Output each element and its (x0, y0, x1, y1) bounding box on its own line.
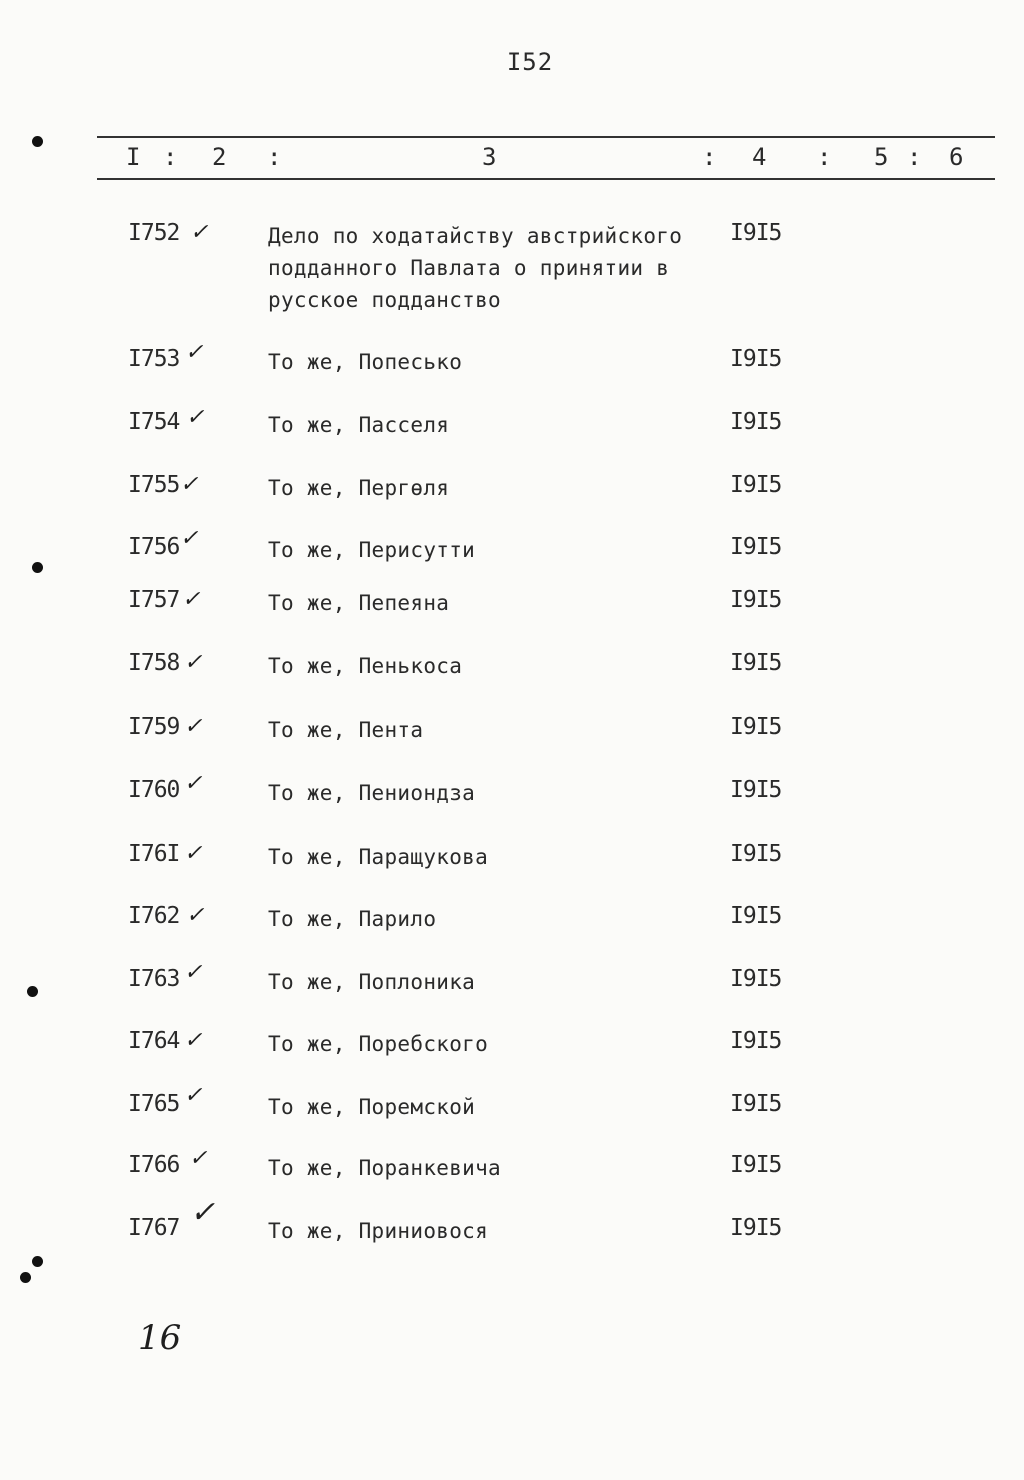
case-number: I764 (128, 1028, 180, 1054)
column-header-2: 2 (212, 143, 227, 171)
column-separator: : (702, 143, 717, 171)
check-mark-icon: ✓ (184, 771, 203, 796)
case-year: I9I5 (730, 1028, 782, 1054)
check-mark-icon: ✓ (185, 340, 204, 365)
case-number: I767 (128, 1215, 180, 1241)
check-mark-icon: ✓ (189, 1146, 208, 1171)
check-mark-icon: ✓ (184, 714, 203, 739)
header-rule-bottom (97, 178, 995, 180)
case-number: I755 (128, 472, 180, 498)
case-number: I759 (128, 714, 180, 740)
case-description: То же, Пасселя (268, 413, 450, 437)
punch-hole-icon (32, 1256, 43, 1267)
check-mark-icon: ✓ (186, 405, 205, 430)
page-number: I52 (506, 48, 554, 76)
case-number: I766 (128, 1152, 180, 1178)
case-year: I9I5 (730, 534, 782, 560)
check-mark-icon: ✓ (190, 220, 209, 245)
case-year: I9I5 (730, 903, 782, 929)
case-number: I757 (128, 587, 180, 613)
check-mark-icon: ✓ (184, 841, 203, 866)
case-description: То же, Поребского (268, 1032, 489, 1056)
case-year: I9I5 (730, 587, 782, 613)
case-year: I9I5 (730, 1091, 782, 1117)
case-year: I9I5 (730, 777, 782, 803)
case-year: I9I5 (730, 841, 782, 867)
check-mark-icon: ✓ (184, 1028, 203, 1053)
case-year: I9I5 (730, 472, 782, 498)
column-header-3: 3 (482, 143, 497, 171)
case-year: I9I5 (730, 220, 782, 246)
check-mark-icon: ✓ (180, 526, 199, 551)
case-number: I752 (128, 220, 180, 246)
case-number: I760 (128, 777, 180, 803)
case-description: То же, Поранкевича (268, 1156, 501, 1180)
column-separator: : (163, 143, 178, 171)
punch-hole-icon (27, 986, 38, 997)
case-description: То же, Поремской (268, 1095, 476, 1119)
column-header-6: 6 (949, 143, 964, 171)
case-year: I9I5 (730, 1152, 782, 1178)
case-description: То же, Паращукова (268, 845, 489, 869)
check-mark-icon: ✓ (184, 960, 203, 985)
case-description: Дело по ходатайству австрийского подданного Павлата о принятии в русское подданство (268, 224, 683, 312)
case-year: I9I5 (730, 714, 782, 740)
case-year: I9I5 (730, 1215, 782, 1241)
check-mark-icon: ✓ (180, 472, 199, 497)
case-description: То же, Пениондза (268, 781, 476, 805)
case-number: I758 (128, 650, 180, 676)
case-description: То же, Пепеяна (268, 591, 450, 615)
check-mark-icon: ✓ (184, 1083, 203, 1108)
case-year: I9I5 (730, 409, 782, 435)
case-number: I753 (128, 346, 180, 372)
case-number: I756 (128, 534, 180, 560)
column-header-5: 5 (874, 143, 889, 171)
handwritten-note: 16 (138, 1318, 182, 1358)
check-mark-icon: ✓ (184, 650, 203, 675)
column-header-4: 4 (752, 143, 767, 171)
check-mark-icon: ✓ (190, 1195, 216, 1230)
column-separator: : (907, 143, 922, 171)
case-description: То же, Перисутти (268, 538, 476, 562)
case-number: I765 (128, 1091, 180, 1117)
case-number: I754 (128, 409, 180, 435)
punch-hole-icon (20, 1272, 31, 1283)
case-year: I9I5 (730, 966, 782, 992)
column-separator: : (267, 143, 282, 171)
check-mark-icon: ✓ (182, 587, 201, 612)
column-header-row (0, 143, 1024, 173)
case-description: То же, Парило (268, 907, 437, 931)
case-description: То же, Попесько (268, 350, 463, 374)
case-description: То же, Пента (268, 718, 424, 742)
punch-hole-icon (32, 562, 43, 573)
column-header-1: I (126, 143, 141, 171)
case-description: То же, Приниовося (268, 1219, 489, 1243)
case-number: I76I (128, 841, 180, 867)
column-separator: : (817, 143, 832, 171)
case-year: I9I5 (730, 650, 782, 676)
header-rule-top (97, 136, 995, 138)
check-mark-icon: ✓ (186, 903, 205, 928)
punch-hole-icon (32, 136, 43, 147)
case-description: То же, Пенькоса (268, 654, 463, 678)
case-description: То же, Пергѳля (268, 476, 450, 500)
case-year: I9I5 (730, 346, 782, 372)
case-number: I762 (128, 903, 180, 929)
case-number: I763 (128, 966, 180, 992)
case-description: То же, Поплоника (268, 970, 476, 994)
